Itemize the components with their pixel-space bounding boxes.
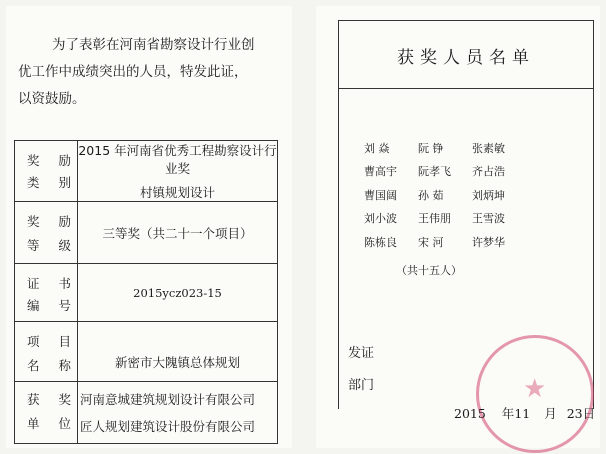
label-char: 证 — [27, 276, 40, 291]
table-row — [15, 202, 278, 264]
winner-name: 齐占浩 — [472, 165, 505, 179]
field-label — [15, 202, 78, 264]
table-row — [15, 264, 278, 322]
winner-count: （共十五人） — [396, 264, 462, 277]
label-char: 类 — [27, 175, 40, 190]
winner-name: 陈栋良 — [364, 235, 397, 249]
date-day-unit: 日 — [582, 406, 596, 421]
value-line: 2015 年河南省优秀工程勘察设计行业奖 — [78, 143, 277, 176]
page-title: 获奖人员名单 — [397, 48, 535, 68]
value-line: 2015ycz023-15 — [133, 285, 222, 300]
label-char: 位 — [58, 416, 71, 431]
label-char: 励 — [58, 153, 71, 168]
award-category-value — [78, 141, 278, 202]
winner-name: 许梦华 — [472, 235, 505, 249]
value-line: 匠人规划建筑设计股份有限公司 — [80, 419, 256, 434]
intro-line: 以资鼓励。 — [18, 91, 86, 107]
label-char: 项 — [27, 334, 40, 349]
intro-line: 优工作中成绩突出的人员，特发此证， — [18, 64, 248, 80]
field-label — [15, 382, 78, 444]
winner-name: 张素敏 — [472, 141, 505, 155]
title-box — [338, 20, 594, 89]
date-month: 11 — [514, 406, 531, 421]
label-char: 奖 — [27, 214, 40, 229]
label-char: 书 — [58, 276, 71, 291]
value-line: 新密市大隗镇总体规划 — [114, 355, 240, 370]
label-char: 单 — [27, 416, 40, 431]
list-item — [364, 207, 564, 231]
winner-name: 曹国阔 — [364, 188, 397, 202]
winner-name-list — [364, 136, 564, 254]
date-month-unit: 月 — [544, 406, 557, 421]
award-intro — [18, 32, 276, 113]
winner-name: 王雪波 — [472, 212, 505, 226]
award-details-table — [14, 140, 278, 444]
label-char: 目 — [58, 334, 71, 349]
winner-name: 阮 铮 — [418, 141, 444, 155]
field-label — [15, 322, 78, 382]
winner-name: 曹高宇 — [364, 165, 397, 179]
certificate-number-value — [78, 264, 278, 322]
label-char: 名 — [27, 358, 40, 373]
intro-line: 为了表彰在河南省勘察设计行业创 — [52, 37, 255, 53]
label-char: 等 — [27, 238, 40, 253]
project-name-value — [78, 322, 278, 382]
list-item — [364, 183, 564, 207]
field-label — [15, 141, 78, 202]
official-seal-icon — [476, 335, 594, 453]
list-item — [364, 136, 564, 160]
winner-name: 刘炳坤 — [472, 188, 505, 202]
value-line: 村镇规划设计 — [139, 185, 215, 200]
field-label — [15, 264, 78, 322]
label-char: 获 — [27, 392, 40, 407]
winner-name: 孙 茹 — [418, 188, 444, 202]
issue-date — [454, 404, 595, 422]
table-row — [15, 382, 278, 444]
table-row — [15, 141, 278, 202]
label-char: 奖 — [27, 153, 40, 168]
award-level-value — [78, 202, 278, 264]
label-char: 级 — [58, 238, 71, 253]
winner-name: 阮孝飞 — [418, 165, 451, 179]
award-unit-value — [78, 382, 278, 444]
winner-name: 宋 河 — [418, 235, 444, 249]
department-label: 部门 — [348, 378, 375, 393]
date-year-unit: 年 — [501, 406, 515, 421]
label-char: 号 — [58, 298, 71, 313]
winner-name: 王伟朋 — [418, 212, 451, 226]
winner-name: 刘 焱 — [364, 141, 390, 155]
table-row — [15, 322, 278, 382]
list-item — [364, 230, 564, 254]
issuing-label: 发证 — [348, 346, 375, 361]
label-char: 称 — [58, 358, 71, 373]
list-item — [364, 160, 564, 184]
label-char: 励 — [58, 214, 71, 229]
value-line: 河南意城建筑规划设计有限公司 — [80, 392, 256, 407]
date-day: 23 — [566, 406, 583, 421]
value-line: 三等奖（共二十一个项目） — [102, 225, 253, 241]
date-year: 2015 — [454, 406, 486, 421]
winner-name: 刘小波 — [364, 212, 397, 226]
label-char: 编 — [27, 298, 40, 313]
label-char: 奖 — [58, 392, 71, 407]
label-char: 别 — [58, 175, 71, 190]
